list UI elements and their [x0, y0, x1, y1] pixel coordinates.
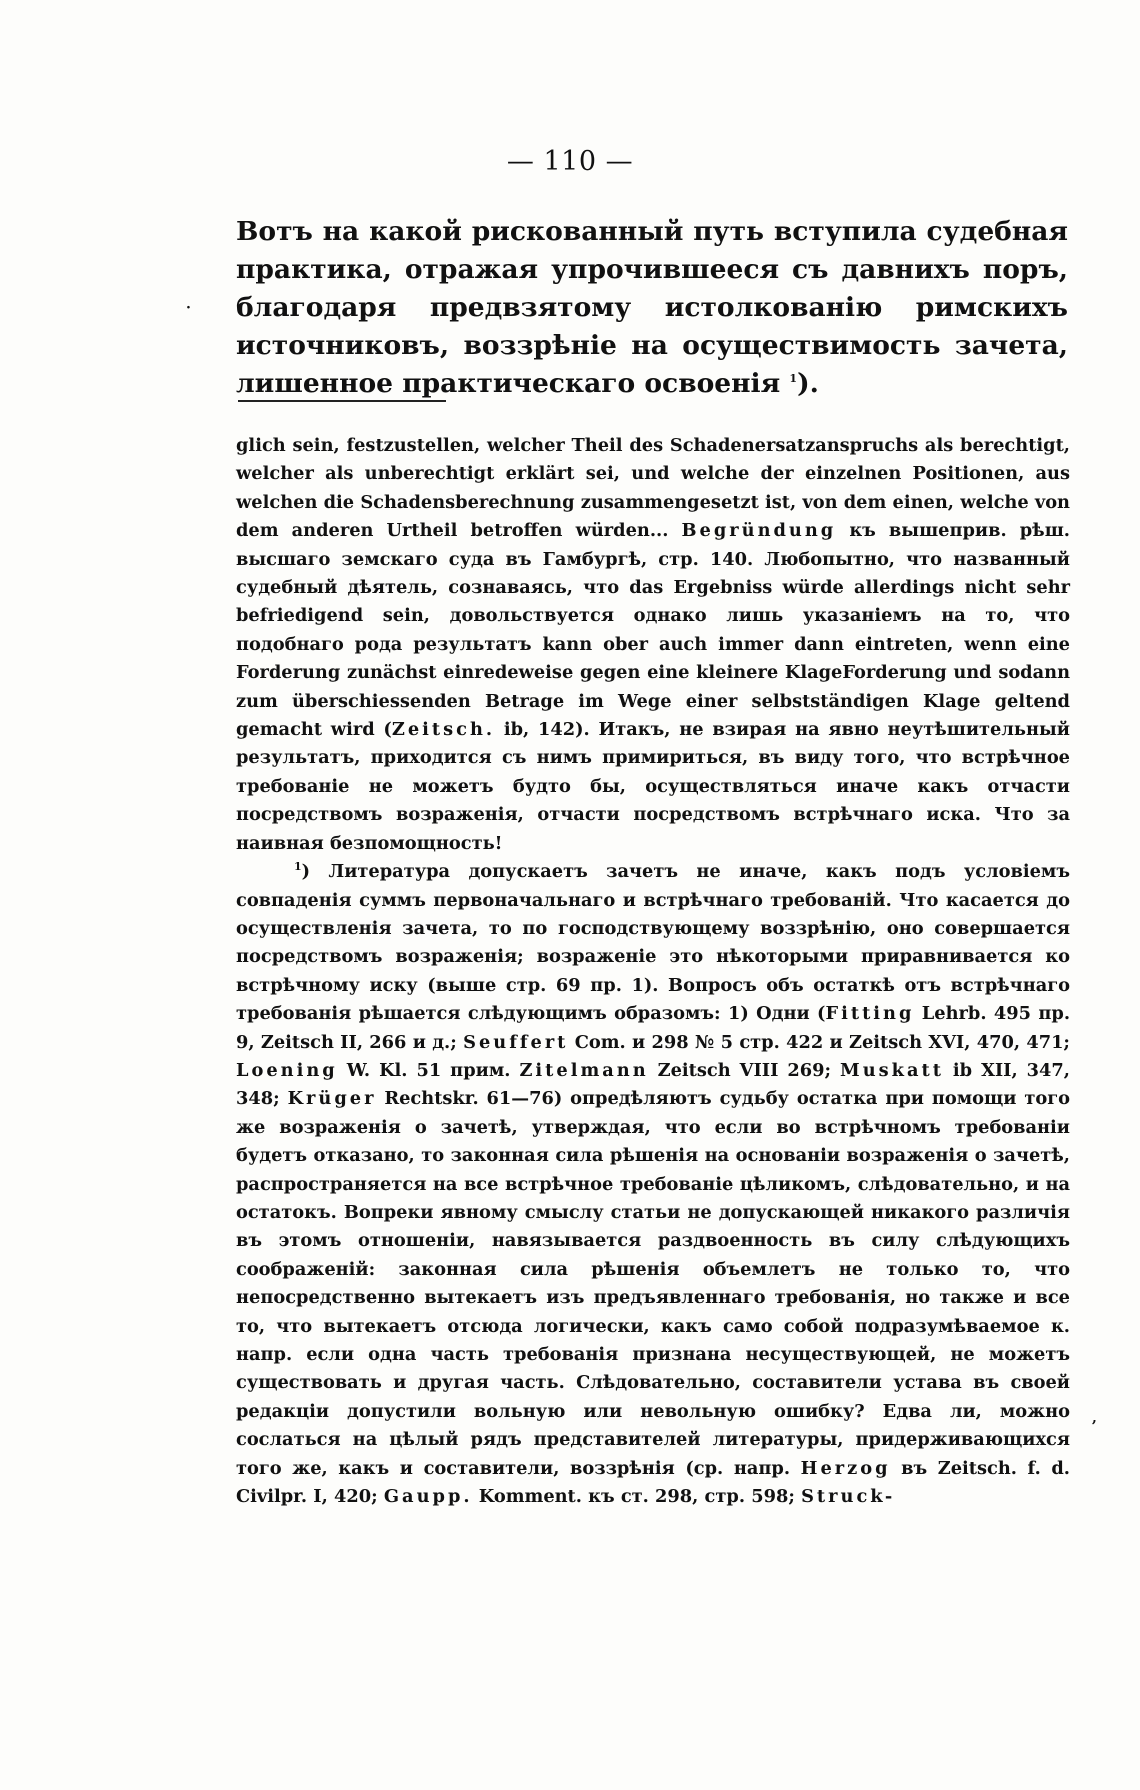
- footnote-1-author-7: Herzog: [800, 1457, 891, 1479]
- footnote-1-text-9: Komment. къ ст. 298, стр. 598;: [472, 1486, 802, 1508]
- footnote-continued-text-3: ib, 142). Итакъ, не взирая на явно неутѣшительный результатъ, приходится съ нимъ примириться, въ виду того, что встрѣчное требованіе не можетъ будто бы, осуществляться иначе какъ отчасти посредствомъ возраженія, отчасти посредствомъ встрѣчнаго иска. Что за наивная безпомощность!: [236, 719, 1070, 854]
- footnote-1-text-7: Rechtskr. 61—76) опредѣляютъ судьбу остатка при помощи того же возраженія о зачетѣ, утверждая, что если во встрѣчномъ требованіи будетъ отказано, то законная сила рѣшенія на основаніи возраженія о зачетѣ, распространяется на все встрѣчное требованіе цѣликомъ, слѣдовательно, и на остатокъ. Вопреки явному смыслу статьи не допускающей никакого различія въ этомъ отношеніи, навязывается раздвоенность въ силу слѣдующихъ соображеній: законная сила рѣшенія объемлетъ не только то, что непосредственно вытекаетъ изъ предъявленнаго требованія, но также и все то, что вытекаетъ отсюда логически, какъ само собой подразумѣваемое к. напр. если одна часть требованія признана несуществующей, не можетъ существовать и другая часть. Слѣдовательно, составители устава въ своей редакціи допустили вольную или невольную ошибку? Едва ли, можно сослаться на цѣлый рядъ представителей литературы, придерживающихся того же, какъ и составители, воззрѣнія (ср. напр.: [236, 1088, 1070, 1479]
- footnote-1: [236, 858, 1070, 1511]
- footnote-1-text-6: ib XII, 347, 348;: [236, 1059, 1070, 1110]
- footnote-1-author-1: Fitting: [825, 1003, 915, 1025]
- footnote-1-author-2: Seuffert: [463, 1031, 569, 1053]
- footnote-1-text-2: Lehrb. 495 пр. 9, Zeitsch II, 266 и д.;: [236, 1003, 1071, 1053]
- footnote-continued-text-1: glich sein, festzustellen, welcher Theil des Schadenersatzanspruchs als berechtigt, welcher als unberechtigt erklärt sei, und welche der einzelnen Positionen, aus welchen die Schadensberechnung zusammengesetzt ist, von dem einen, welche von dem anderen Urtheil betroffen würden...: [236, 435, 1070, 542]
- footnote-continued-text-2: къ вышеприв. рѣш. высшаго земскаго суда въ Гамбургѣ, стр. 140. Любопытно, что названный судебный дѣятель, сознаваясь, что das Ergebniss würde allerdings nicht sehr befriedigend sein, довольствуется однако лишь указаніемъ на то, что подобнаго рода результатъ kann ober auch immer dann eintreten, wenn eine Forderung zunächst einredeweise gegen eine kleinere KlageForderung und sodann zum überschiessenden Betrage im Wege einer selbstständigen Klage geltend gemacht wird (: [236, 520, 1070, 741]
- footnote-reference-mark: 1: [789, 372, 798, 386]
- footnote-1-mark: 1: [294, 860, 302, 874]
- footnote-separator-line: [238, 400, 446, 402]
- margin-dot-mark: ·: [186, 300, 191, 316]
- footnote-1-author-3: Loening: [236, 1059, 338, 1081]
- footnote-1-author-6: Krüger: [287, 1088, 377, 1110]
- footnote-continued-spaced-1: Begründung: [681, 520, 837, 542]
- main-paragraph-text: Вотъ на какой рискованный путь вступила судебная практика, отражая упрочившееся съ давнихъ поръ, благодаря предвзятому истолкованію римскихъ источниковъ, воззрѣніе на осуществимость зачета, лишенное практическаго освоенія: [236, 216, 1068, 399]
- footnote-1-author-8: Gaupp.: [383, 1486, 473, 1508]
- footnote-continued: [236, 432, 1070, 858]
- footnote-continued-spaced-2: Zeitsch.: [391, 719, 496, 741]
- footnote-1-text-3: Com. и 298 № 5 стр. 422 и Zeitsch XVI, 470, 471;: [568, 1031, 1070, 1053]
- footnote-1-text-1: ) Литература допускаетъ зачетъ не иначе, какъ подъ условіемъ совпаденія суммъ первоначальнаго и встрѣчнаго требованій. Что касается до осуществленія зачета, то по господствующему воззрѣнію, оно совершается посредствомъ возраженія; возраженіе это нѣкоторыми приравнивается ко встрѣчному иску (выше стр. 69 пр. 1). Вопросъ объ остаткѣ отъ встрѣчнаго требованія рѣшается слѣдующимъ образомъ: 1) Одни (: [236, 861, 1070, 1025]
- margin-comma-mark: ,: [1092, 1410, 1097, 1426]
- main-paragraph-end: ).: [797, 368, 819, 399]
- footnote-1-author-9: Struck-: [801, 1486, 896, 1508]
- footnote-1-author-4: Zitelmann: [519, 1059, 649, 1081]
- footnote-1-text-5: Zeitsch VIII 269;: [648, 1059, 841, 1081]
- footnote-1-text-4: W. Kl. 51 прим.: [337, 1059, 520, 1081]
- page-number: — 110 —: [506, 146, 634, 177]
- footnote-1-author-5: Muskatt: [840, 1059, 944, 1081]
- main-paragraph: [236, 213, 1068, 403]
- footnote-1-text-8: въ Zeitsch. f. d. Civilpr. I, 420;: [236, 1457, 1070, 1508]
- footnotes-section: [236, 432, 1070, 1511]
